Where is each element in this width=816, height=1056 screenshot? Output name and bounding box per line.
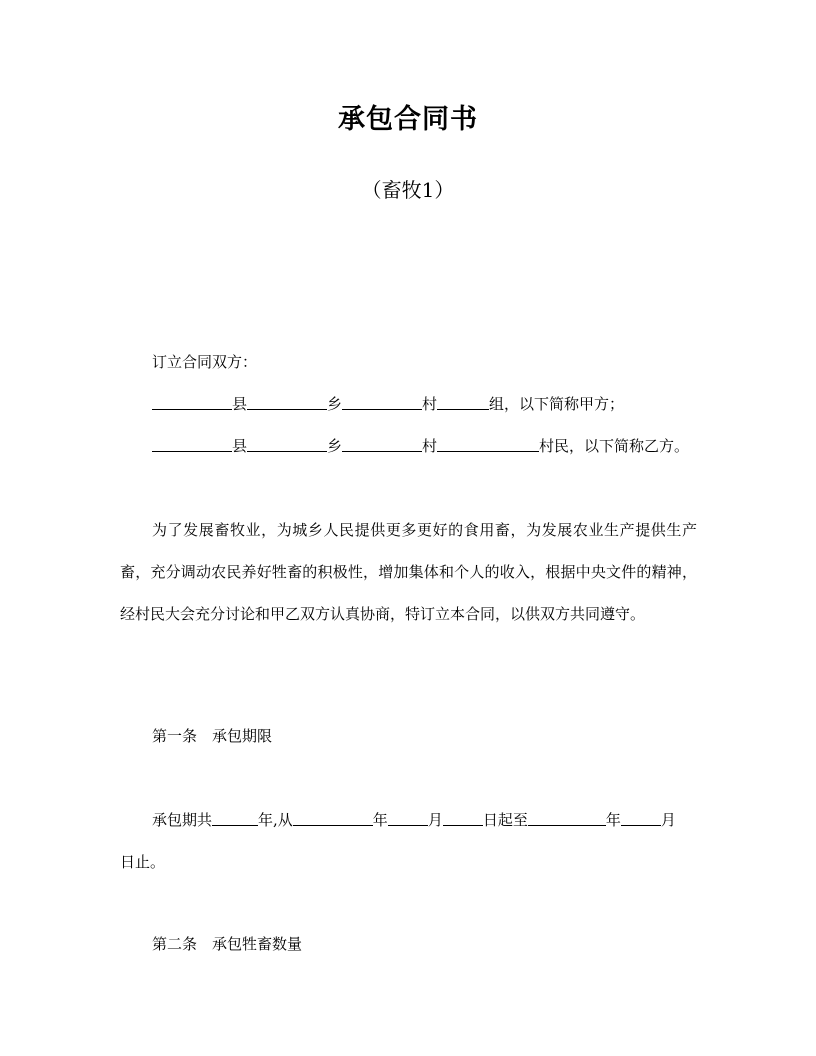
start-month-blank[interactable] <box>388 810 428 826</box>
start-year-blank[interactable] <box>293 810 373 826</box>
until-label: 日起至 <box>482 811 528 829</box>
county-label: 县 <box>232 395 248 413</box>
years-blank[interactable] <box>212 810 258 826</box>
end-year-blank[interactable] <box>528 810 606 826</box>
township-blank[interactable] <box>247 436 327 452</box>
document-title: 承包合同书 <box>338 104 478 135</box>
article1-term-end: 日止。 <box>120 853 166 871</box>
article2-heading: 第二条 承包牲畜数量 <box>152 935 303 953</box>
township-blank[interactable] <box>247 394 327 410</box>
village-label: 村 <box>422 437 438 455</box>
village-label: 村 <box>422 395 438 413</box>
start-day-blank[interactable] <box>443 810 483 826</box>
group-blank[interactable] <box>437 394 489 410</box>
article1-term-line <box>120 810 729 830</box>
end-month-blank[interactable] <box>621 810 661 826</box>
preamble-paragraph: 为了发展畜牧业，为城乡人民提供更多更好的食用畜，为发展农业生产提供生产畜，充分调动农民养好牲畜的积极性，增加集体和个人的收入，根据中央文件的精神，经村民大会充分讨论和甲乙双方认真协商，特订立本合同，以供双方共同遵守。 <box>120 521 697 623</box>
county-blank[interactable] <box>152 394 232 410</box>
month-label: 月 <box>427 811 443 829</box>
month-label: 月 <box>660 811 676 829</box>
villager-label: 村民，以下简称乙方。 <box>539 437 690 455</box>
from-label: 年,从 <box>258 811 293 829</box>
villager-name-blank[interactable] <box>437 436 539 452</box>
document-subtitle: （畜牧1） <box>361 178 455 202</box>
group-label: 组，以下简称甲方； <box>489 395 625 413</box>
year-label: 年 <box>605 811 621 829</box>
party-b-line <box>120 436 729 456</box>
village-blank[interactable] <box>342 394 422 410</box>
parties-heading: 订立合同双方： <box>152 353 258 371</box>
term-label: 承包期共 <box>152 811 213 829</box>
county-blank[interactable] <box>152 436 232 452</box>
township-label: 乡 <box>327 395 343 413</box>
party-a-line <box>120 394 729 414</box>
county-label: 县 <box>232 437 248 455</box>
article1-heading: 第一条 承包期限 <box>152 727 273 745</box>
village-blank[interactable] <box>342 436 422 452</box>
year-label: 年 <box>372 811 388 829</box>
township-label: 乡 <box>327 437 343 455</box>
